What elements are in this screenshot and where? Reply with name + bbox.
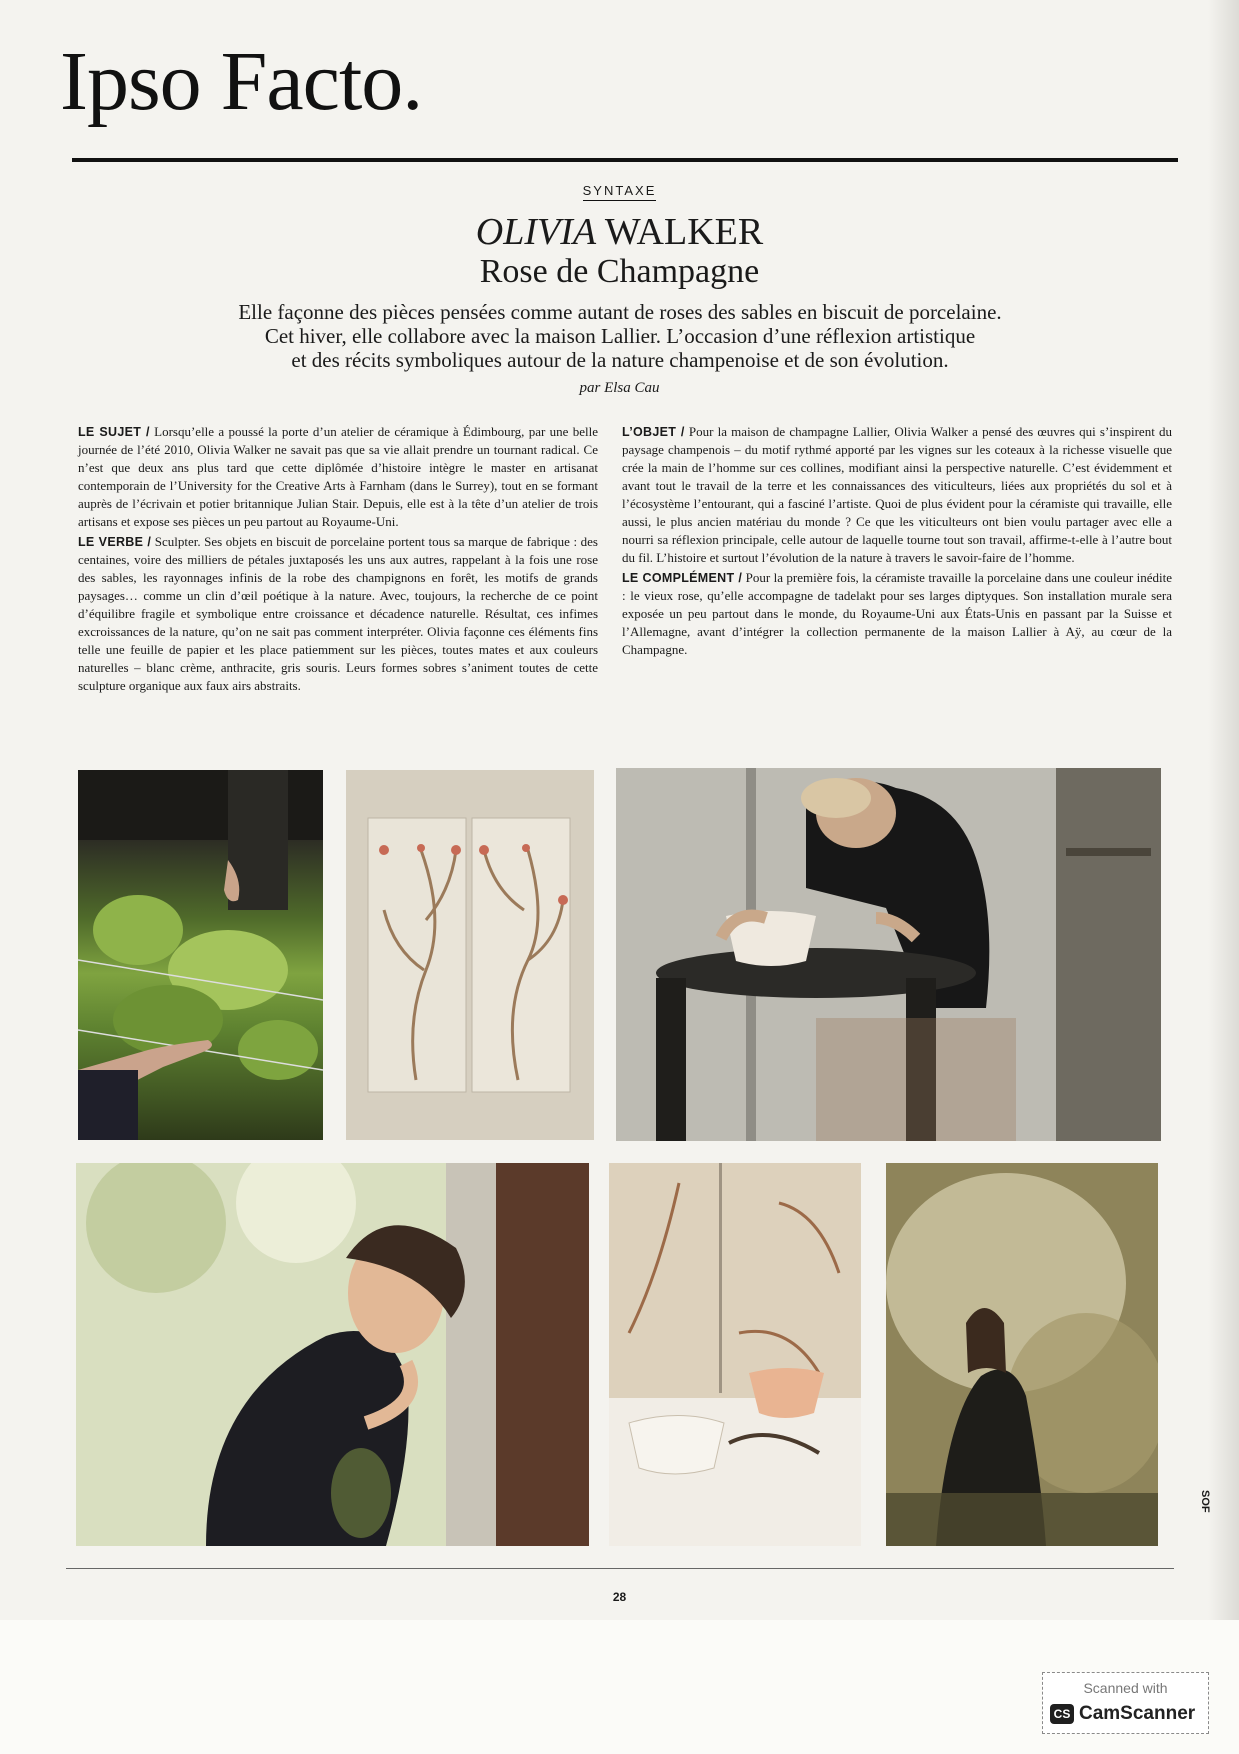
body-column-left <box>78 423 598 697</box>
artist-last-name: WALKER <box>604 211 764 253</box>
byline: par Elsa Cau <box>579 380 660 396</box>
paragraph-text: Pour la maison de champagne Lallier, Olivia Walker a pensé des œuvres qui s’inspirent du paysage champenois – du motif rythmé apporté par les vignes sur les coteaux à la richesse visuelle que crée la main de l’homme sur ces collines, modifiant ainsi la perspective naturelle. C’est évidemment et avant tout le travail de la terre et les connaissances des viticulteurs, liées aux propriétés du sol et à l’écosystème l’entourant, qui a fasciné l’artiste. Quoi de plus évident pour la céramiste qui travaille, elle aussi, le plus ancien matériau du monde ? Ce que les viticulteurs ont bien voulu partager avec elle a nourri sa réflexion principale, celle autour de laquelle tourne tout son travail, affirme-t-elle à l’autre bout du fil. L’histoire et surtout l’évolution de la nature à travers le savoir-faire de l’homme. <box>622 424 1172 565</box>
portrait-illustration <box>76 1163 589 1546</box>
footer-rule <box>66 1568 1174 1569</box>
photo-ceramics-table <box>609 1163 861 1546</box>
diptych-illustration <box>346 770 594 1140</box>
photo-potter-wheel <box>616 768 1161 1141</box>
artist-first-name: OLIVIA <box>475 211 597 253</box>
photo-vineyard-hands <box>78 770 323 1140</box>
photo-artist-portrait <box>76 1163 589 1546</box>
camscanner-logo-icon: CS <box>1050 1704 1074 1724</box>
potter-illustration <box>616 768 1161 1141</box>
lede-line: Elle façonne des pièces pensées comme autant de roses des sables en biscuit de porcelaine. <box>238 300 1002 324</box>
paragraph-le-verbe <box>78 533 598 695</box>
paragraph-text: Lorsqu’elle a poussé la porte d’un atelier de céramique à Édimbourg, par une belle journée de l’été 2010, Olivia Walker ne savait pas que sa vie allait prendre un tournant radical. Ce n’est que deux ans plus tard que cette diplômée d’histoire intègre le master en artisanat contemporain de l’University for the Creative Arts à Farnham (dans le Surrey), tout en se formant auprès de l’écrivain et potier britannique Julian Stair. Depuis, elle est à la tête d’un atelier de trois artisans et expose ses pièces un peu partout au Royaume-Uni. <box>78 424 599 529</box>
paragraph-text: Sculpter. Ses objets en biscuit de porcelaine portent tous sa marque de fabrique : des centaines, voire des milliers de pétales juxtaposés les uns aux autres, rappelant à la fois une rose des sables, les rayonnages infinis de la robe des champignons en forêt, les motifs de grands paysages… comme un clin d’œil poétique à la nature. Avec, toujours, la recherche de ce point d’équilibre fragile et symbolique entre croissance et décadence naturelle. Résultat, ces infimes excroissances de la nature, qu’on ne sait pas comment interpréter. Olivia façonne ces éléments fins telle une feuille de papier et les place patiemment sur les pièces, toutes mates et aux couleurs naturelles – blanc crème, anthracite, gris souris. Leurs formes sobres s’animent toutes de cette sculpture organique aux faux airs abstraits. <box>78 534 598 693</box>
paragraph-le-sujet <box>78 423 598 531</box>
paragraph-le-complement <box>622 569 1172 659</box>
watermark-line2: CamScanner <box>1079 1703 1196 1724</box>
lede-line: Cet hiver, elle collabore avec la maison Lallier. L’occasion d’une réflexion artistique <box>264 324 976 348</box>
paragraph-text: Pour la première fois, la céramiste travaille la porcelaine dans une couleur inédite : le vieux rose, qu’elle accompagne de tadelakt pour ses larges diptyques. Son installation murale sera exposée un peu partout dans le monde, du Royaume-Uni aux États-Unis en passant par la Suisse et l’Allemagne, avant d’intégrer la collection permanente de la maison Lallier à Aÿ, au cœur de la Champagne. <box>622 570 1173 657</box>
article-subtitle: Rose de Champagne <box>479 253 760 290</box>
masthead-rule <box>72 158 1178 162</box>
paragraph-l-objet <box>622 423 1172 567</box>
section-label: SYNTAXE <box>583 183 657 201</box>
paragraph-label: LE COMPLÉMENT / <box>622 571 743 585</box>
vineyard-illustration <box>78 770 323 1140</box>
side-mark: SOF <box>1199 1490 1211 1513</box>
paragraph-label: L’OBJET / <box>622 425 685 439</box>
page-number: 28 <box>612 1590 627 1604</box>
article-lede <box>120 300 1120 372</box>
wall-illustration <box>886 1163 1158 1546</box>
watermark-line1: Scanned with <box>1083 1680 1168 1696</box>
photo-artist-wall <box>886 1163 1158 1546</box>
photo-porcelain-diptych <box>346 770 594 1140</box>
paragraph-label: LE SUJET / <box>78 425 150 439</box>
magazine-masthead: Ipso Facto. <box>60 35 423 128</box>
camscanner-watermark <box>1042 1672 1209 1734</box>
artist-name <box>0 212 1239 254</box>
section-kicker <box>0 183 1239 198</box>
lede-line: et des récits symboliques autour de la nature champenoise et de son évolution. <box>291 348 949 372</box>
body-column-right <box>622 423 1172 661</box>
paragraph-label: LE VERBE / <box>78 535 152 549</box>
ceramics-illustration <box>609 1163 861 1546</box>
